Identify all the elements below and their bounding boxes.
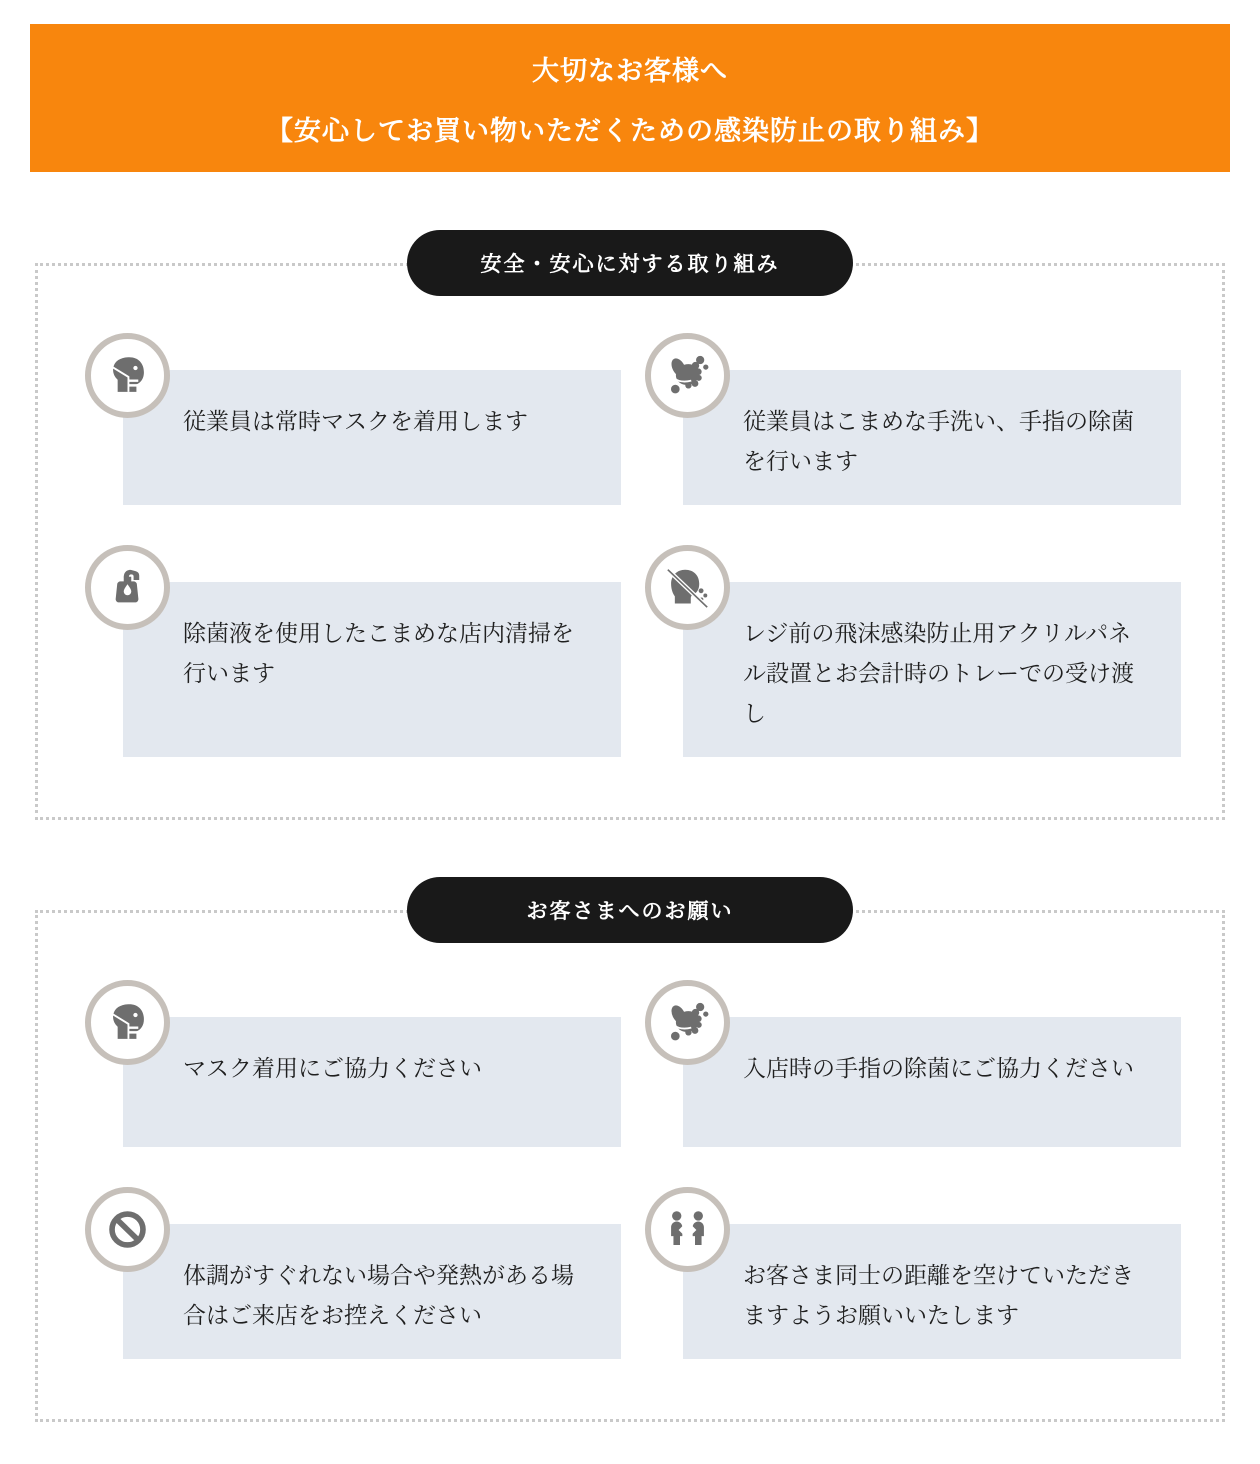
list-item [683,1017,1181,1147]
social-distance-icon [665,1207,710,1252]
section-title-pill [407,877,853,943]
mask-face-icon [105,353,150,398]
item-text: 除菌液を使用したこまめな店内清掃を行います [123,582,621,757]
banner-line-2: 【安心してお買い物いただくための感染防止の取り組み】 [266,115,994,146]
no-entry-icon [105,1207,150,1252]
item-icon-circle [645,545,730,630]
page [0,24,1260,1464]
list-item [123,582,621,757]
banner-line-1: 大切なお客様へ [532,55,728,86]
item-icon-circle [85,980,170,1065]
items-grid [123,370,1181,757]
items-grid [123,1017,1181,1359]
item-text: レジ前の飛沫感染防止用アクリルパネル設置とお会計時のトレーでの受け渡し [683,582,1181,757]
section-safety-measures [35,253,1225,820]
list-item [123,1224,621,1359]
section-title: お客さまへのお願い [526,900,734,923]
item-text: 従業員は常時マスクを着用します [123,370,621,505]
section-title-pill [407,230,853,296]
item-icon-circle [85,333,170,418]
sanitizer-bottle-icon [105,565,150,610]
item-icon-circle [85,1187,170,1272]
item-icon-circle [645,980,730,1065]
info-banner [30,24,1230,172]
item-icon-circle [645,333,730,418]
item-text: 入店時の手指の除菌にご協力ください [683,1017,1181,1147]
list-item [683,582,1181,757]
list-item [683,370,1181,505]
hand-wash-icon [665,1000,710,1045]
item-icon-circle [645,1187,730,1272]
list-item [683,1224,1181,1359]
mask-face-icon [105,1000,150,1045]
hand-wash-icon [665,353,710,398]
item-text: 従業員はこまめな手洗い、手指の除菌を行います [683,370,1181,505]
item-text: マスク着用にご協力ください [123,1017,621,1147]
item-text: 体調がすぐれない場合や発熱がある場合はご来店をお控えください [123,1224,621,1359]
list-item [123,1017,621,1147]
item-icon-circle [85,545,170,630]
section-customer-requests [35,900,1225,1422]
section-title: 安全・安心に対する取り組み [480,253,780,276]
list-item [123,370,621,505]
droplet-block-icon [665,565,710,610]
item-text: お客さま同士の距離を空けていただきますようお願いいたします [683,1224,1181,1359]
